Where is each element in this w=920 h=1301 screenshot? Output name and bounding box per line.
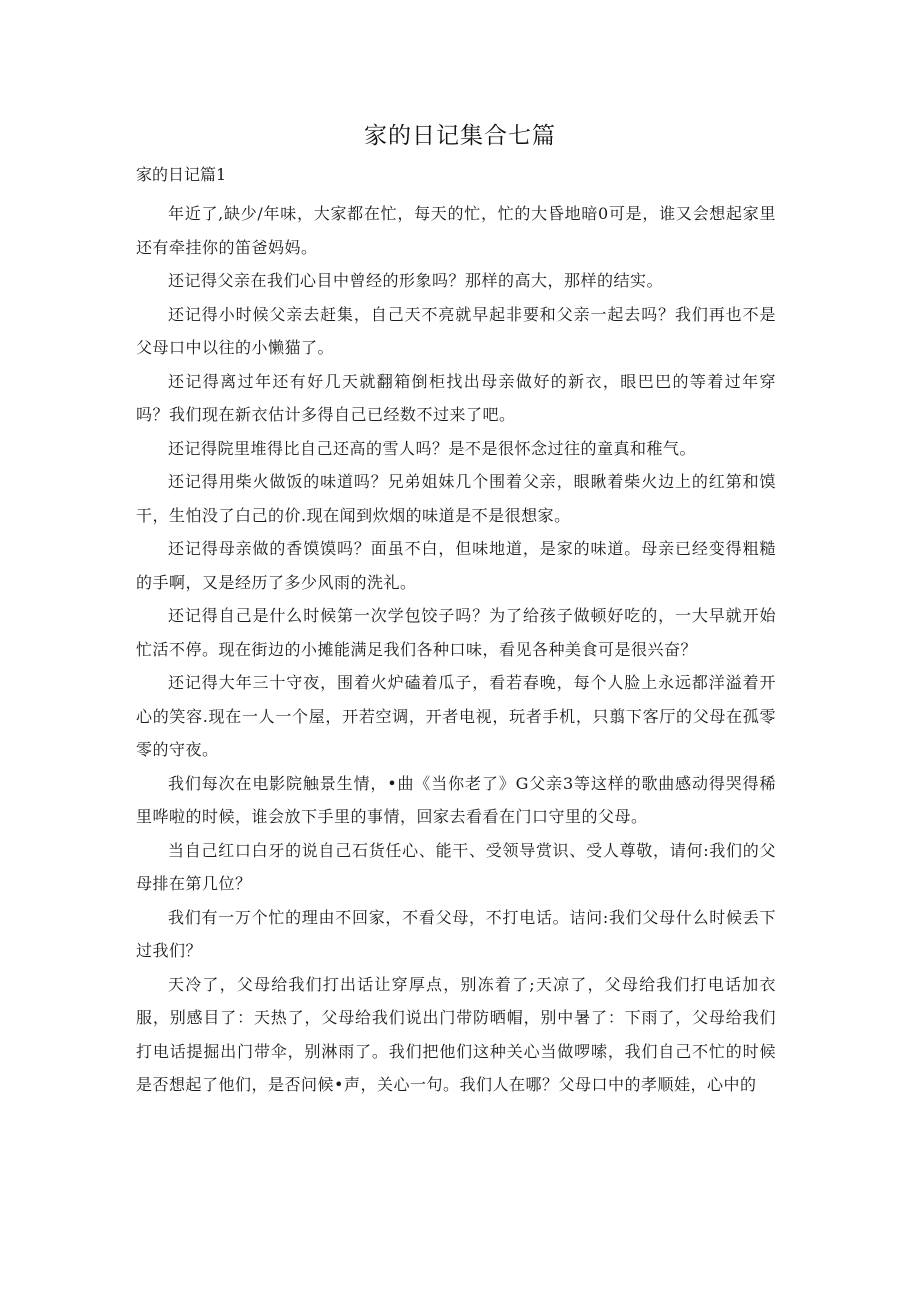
- paragraph: 还记得离过年还有好几天就翻箱倒柜找出母亲做好的新衣，眼巴巴的等着过年穿吗？我们现在新衣估计多得自己已经数不过来了吧。: [136, 371, 776, 424]
- paragraph: 年近了,缺少/年味，大家都在忙，每天的忙，忙的大昏地暗0可是，谁又会想起家里还有牵挂你的笛爸妈妈。: [136, 204, 776, 257]
- paragraph: 还记得母亲做的香馍馍吗？面虽不白，但味地道，是家的味道。母亲已经变得粗糙的手啊，又是经历了多少风雨的洗礼。: [136, 539, 776, 592]
- paragraph: 还记得院里堆得比自己还高的雪人吗？是不是很怀念过往的童真和稚气。: [168, 438, 697, 458]
- paragraph: 当自己红口白牙的说自己石货任心、能干、受领导赏识、受人尊敬，请何:我们的父母排在第几位？: [136, 840, 776, 893]
- paragraph: 还记得父亲在我们心目中曾经的形象吗？那样的高大，那样的结实。: [168, 271, 664, 290]
- paragraph: 我们有一万个忙的理由不回家，不看父母，不打电话。诘问:我们父母什么时候丢下过我们？: [136, 907, 776, 960]
- paragraph: 天冷了，父母给我们打出话让穿厚点，别冻着了;天凉了，父母给我们打电话加衣服，别感目了：天热了，父母给我们说出门带防晒帽，别中暑了：下雨了，父母给我们打电话提掘出门带伞，别淋雨了。我们把他们这种关心当做啰嗦，我们自己不忙的时候是否想起了他们，是否问候•声，关心一句。我们人在哪？父母口中的孝顺娃，心中的: [136, 974, 776, 1094]
- paragraph: 还记得自己是什么时候第一次学包饺子吗？为了给孩子做顿好吃的，一大早就开始忙活不停。现在街边的小摊能满足我们各种口味，看见各种美食可是很兴奋？: [136, 606, 776, 659]
- paragraph: 我们每次在电影院触景生情，•曲《当你老了》G父亲3等这样的歌曲感动得哭得稀里哗啦的时候，谁会放下手里的事情，回家去看看在门口守里的父母。: [136, 773, 776, 826]
- section-heading: 家的日记篇1: [136, 165, 227, 184]
- paragraph: 还记得小时候父亲去赶集，自己天不亮就早起非要和父亲一起去吗？我们再也不是父母口中以往的小懒猫了。: [136, 304, 776, 357]
- document-title: 家的日记集合七篇: [364, 123, 556, 149]
- paragraph: 还记得大年三十守夜，围着火炉磕着瓜子，看若春晚，每个人脸上永远都洋溢着开心的笑容.现在一人一个屋，开若空调，开者电视，玩者手机，只翦下客厅的父母在孤零零的守夜。: [136, 673, 776, 759]
- paragraph: 还记得用柴火做饭的味道吗？兄弟姐妹几个围着父亲，眼瞅着柴火边上的红第和馍干，生怕没了白己的价.现在闻到炊烟的味道是不是很想家。: [136, 472, 776, 525]
- document-body: [136, 197, 776, 1102]
